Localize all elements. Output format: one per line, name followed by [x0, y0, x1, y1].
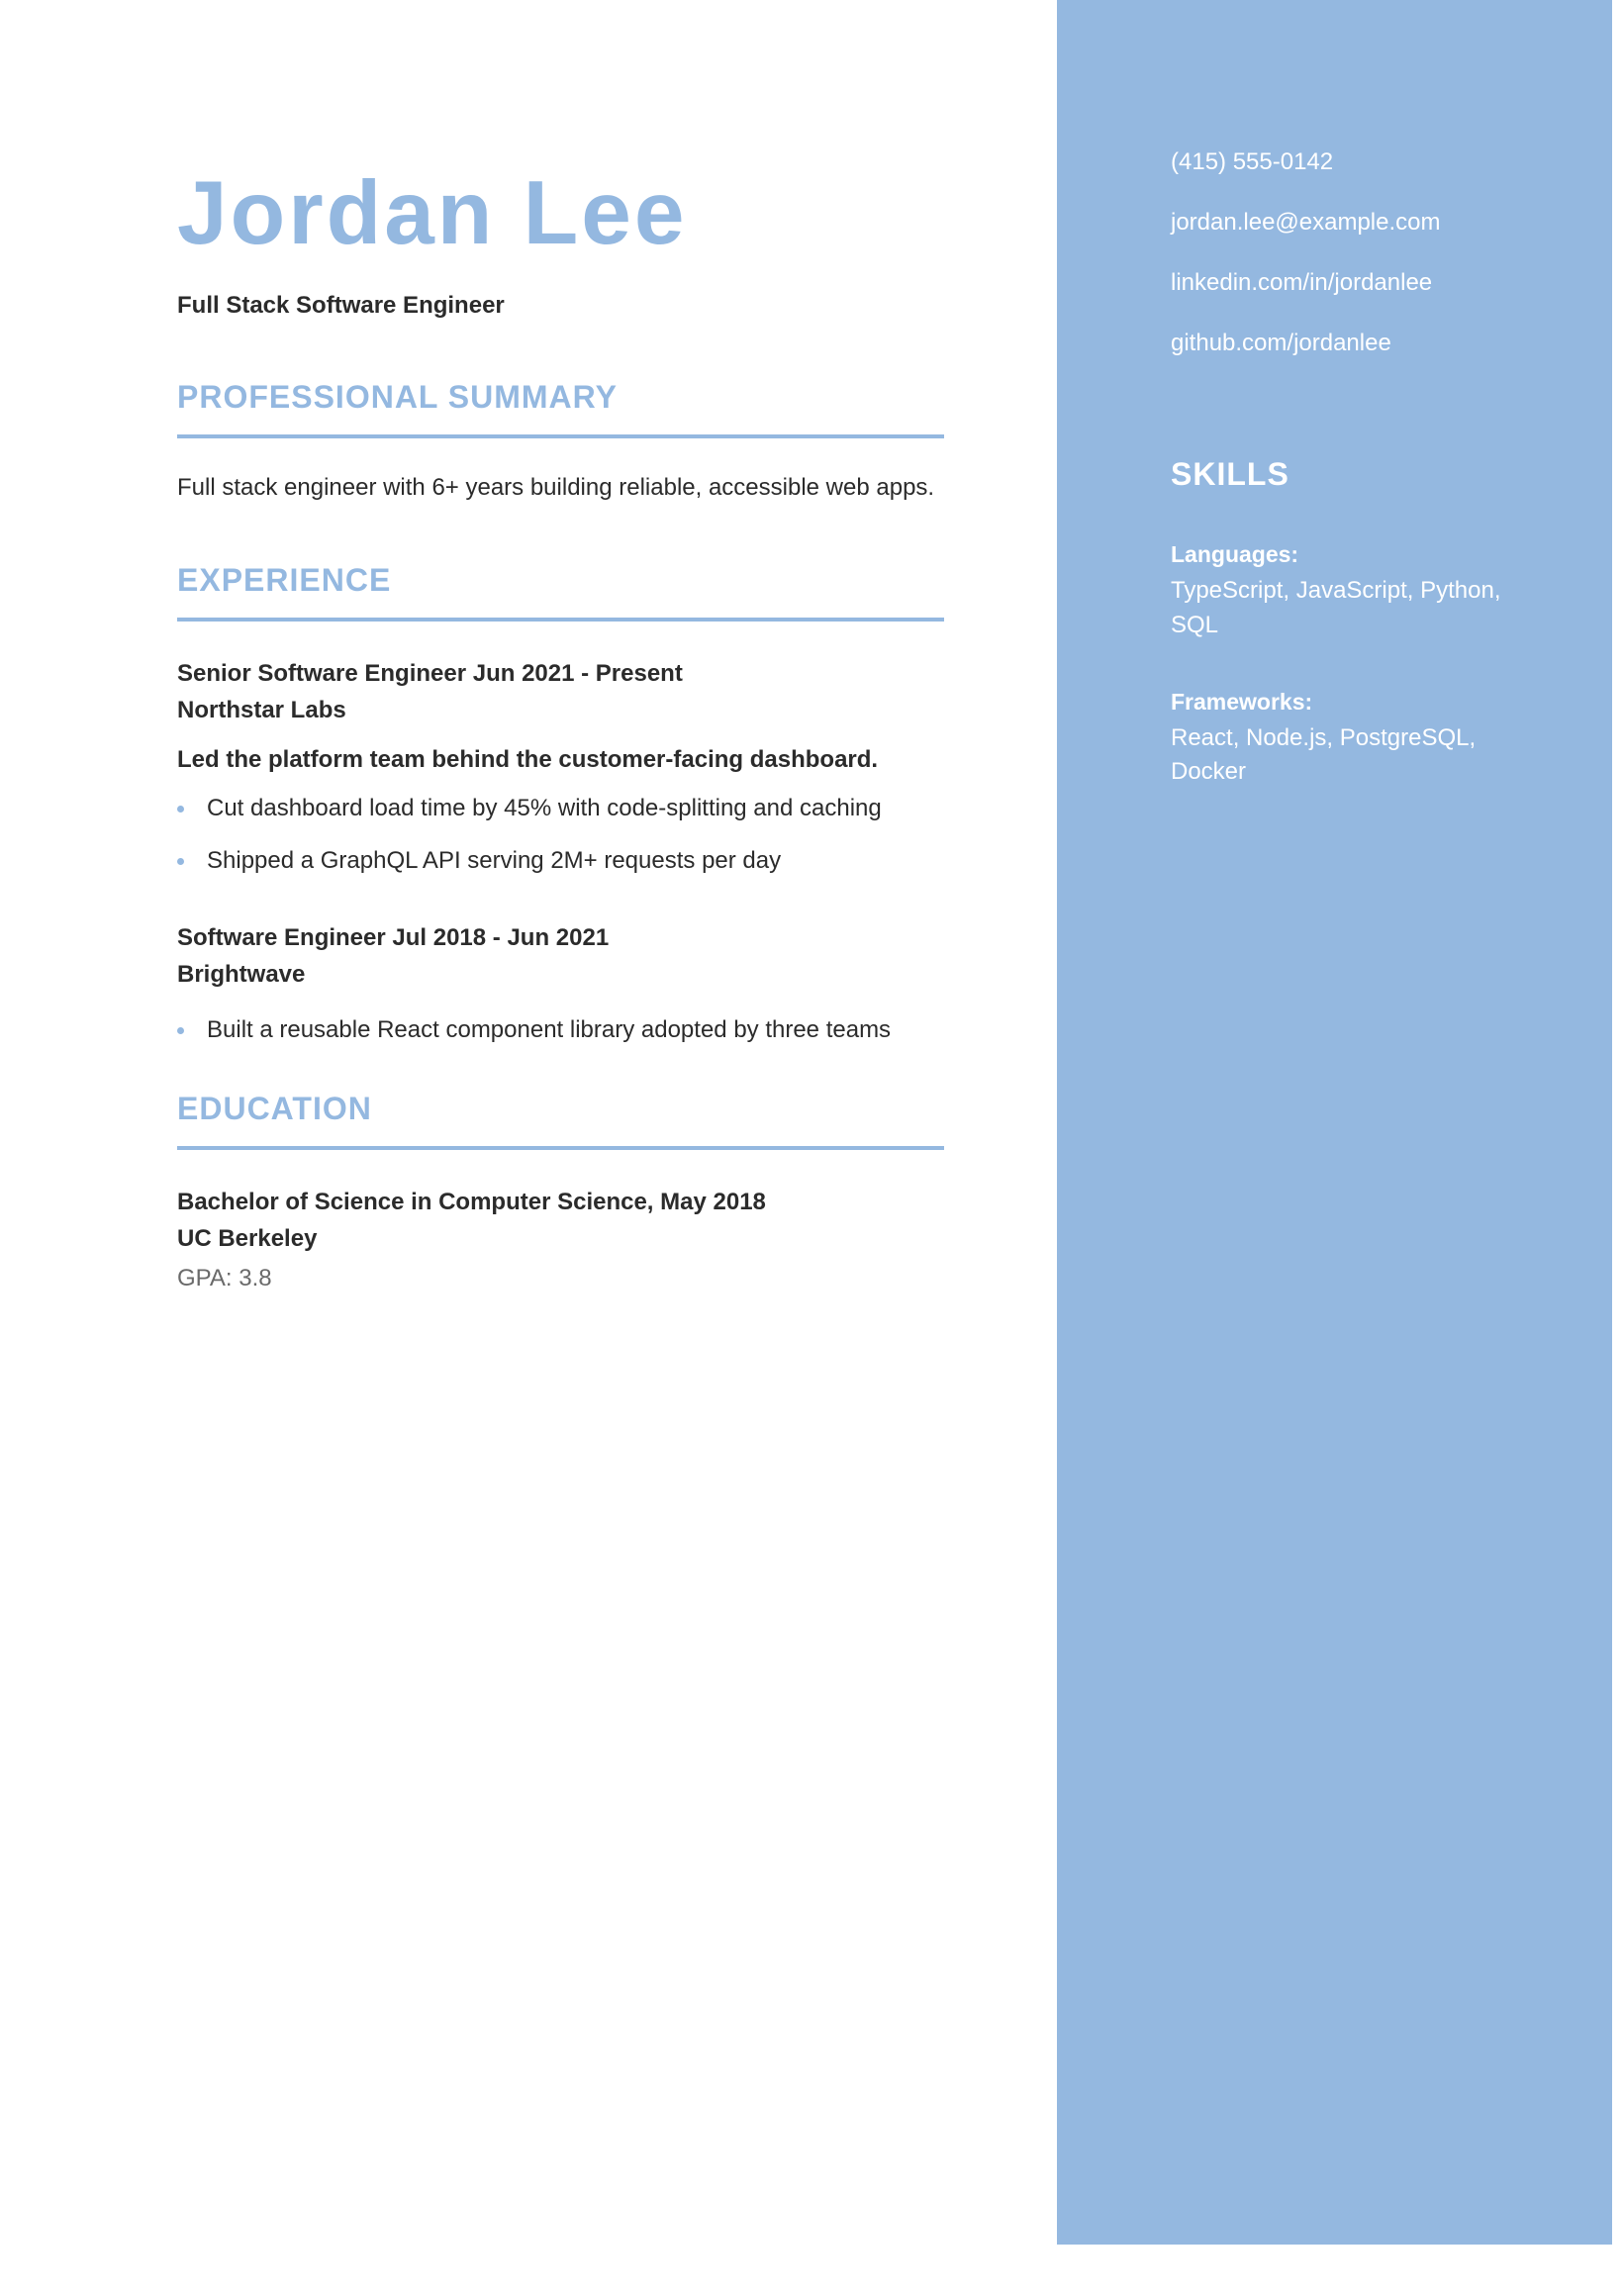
education-divider	[177, 1146, 944, 1150]
gpa: GPA: 3.8	[177, 1265, 272, 1292]
job-bullet-list	[177, 1016, 944, 1045]
skill-group-values: TypeScript, JavaScript, Python, SQL	[1171, 577, 1501, 638]
contact-block	[1171, 150, 1441, 392]
experience-divider	[177, 618, 944, 622]
bullet-text: Cut dashboard load time by 45% with code-splitting and caching	[207, 794, 882, 821]
list-item	[177, 795, 944, 823]
education-heading: EDUCATION	[177, 1090, 372, 1126]
contact-linkedin: linkedin.com/in/jordanlee	[1171, 269, 1433, 296]
job-entry-header	[177, 919, 944, 993]
contact-email: jordan.lee@example.com	[1171, 209, 1441, 236]
summary-heading: PROFESSIONAL SUMMARY	[177, 379, 618, 415]
job-company: Northstar Labs	[177, 696, 346, 723]
job-entry-header	[177, 655, 944, 728]
bullet-text: Built a reusable React component library adopted by three teams	[207, 1015, 892, 1043]
summary-text: Full stack engineer with 6+ years building reliable, accessible web apps.	[177, 474, 935, 501]
skill-group-label: Languages:	[1171, 541, 1299, 567]
school: UC Berkeley	[177, 1224, 318, 1252]
job-title-line: Software Engineer Jul 2018 - Jun 2021	[177, 923, 610, 951]
skills-heading: SKILLS	[1171, 456, 1289, 492]
job-bullet-list	[177, 795, 944, 876]
experience-heading: EXPERIENCE	[177, 561, 392, 598]
skill-group-values: React, Node.js, PostgreSQL, Docker	[1171, 723, 1477, 786]
contact-github: github.com/jordanlee	[1171, 330, 1391, 356]
list-item	[177, 1016, 944, 1045]
education-entry	[177, 1184, 944, 1257]
resume-sidebar	[1057, 0, 1612, 2245]
job-title-line: Senior Software Engineer Jun 2021 - Present	[177, 659, 683, 687]
contact-phone: (415) 555-0142	[1171, 148, 1334, 175]
list-item	[177, 847, 944, 876]
bullet-icon	[177, 806, 184, 813]
bullet-text: Shipped a GraphQL API serving 2M+ requests per day	[207, 846, 782, 874]
degree: Bachelor of Science in Computer Science, May 2018	[177, 1188, 766, 1215]
job-company: Brightwave	[177, 960, 306, 988]
skill-group-label: Frameworks:	[1171, 688, 1313, 715]
bullet-icon	[177, 1027, 184, 1034]
resume-main-column	[177, 148, 944, 1292]
summary-divider	[177, 434, 944, 438]
candidate-name: Jordan Lee	[177, 163, 688, 263]
skills-block	[1171, 458, 1547, 790]
job-description: Led the platform team behind the customer-facing dashboard.	[177, 746, 879, 774]
candidate-role: Full Stack Software Engineer	[177, 292, 505, 319]
bullet-icon	[177, 858, 184, 865]
